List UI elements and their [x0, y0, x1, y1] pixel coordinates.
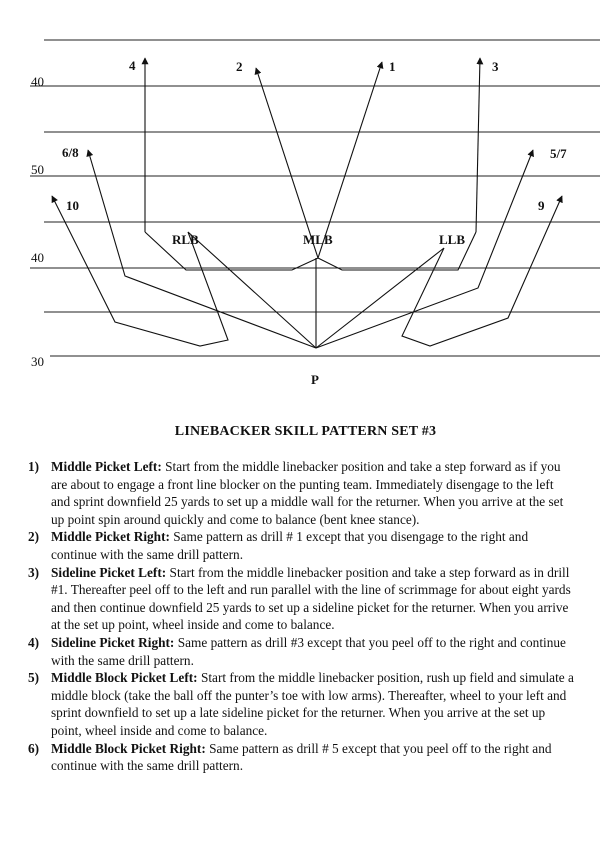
drill-name: Middle Block Picket Left:	[51, 670, 198, 686]
page-title: LINEBACKER SKILL PATTERN SET #3	[174, 424, 437, 439]
yard-marker-50: 50	[31, 162, 44, 177]
route-number-9: 9	[538, 198, 545, 213]
route-number-10: 10	[66, 198, 79, 213]
route-mlb-to-rlb	[145, 232, 318, 270]
yard-lines	[30, 40, 600, 356]
drill-description: Start from the middle linebacker position and take a step forward as in drill #1. Thereafter peel off to the left and run parallel with the line of scrimmage for about eight yards and then continue downfield 25 yards to set up a sideline picket for the returner. When you arrive at the set up point, wheel inside and come to balance.	[51, 564, 571, 633]
drill-number: 3)	[28, 564, 40, 580]
list-item	[28, 634, 576, 669]
drill-number: 6)	[28, 740, 40, 756]
list-item	[28, 740, 576, 775]
route-number-1: 1	[389, 59, 396, 74]
yard-marker-30: 30	[31, 354, 44, 369]
llb-label: LLB	[439, 232, 466, 247]
route-number-4: 4	[129, 58, 136, 73]
drill-number: 4)	[28, 634, 40, 650]
list-item	[28, 458, 576, 528]
drill-name: Middle Picket Left:	[51, 459, 162, 474]
route-6-8	[88, 150, 316, 348]
list-item	[28, 528, 576, 563]
yard-marker-40-top: 40	[31, 74, 44, 89]
route-number-3: 3	[492, 59, 499, 74]
linebacker-pattern-diagram	[0, 0, 611, 400]
drill-description: Same pattern as drill # 1 except that you disengage to the right and continue with the same drill pattern.	[51, 529, 529, 562]
drill-description: Same pattern as drill # 5 except that you peel off to the right and continue with the same drill pattern.	[51, 740, 552, 774]
list-item	[28, 564, 576, 634]
route-9	[316, 196, 562, 348]
route-2	[256, 68, 318, 258]
route-5-7	[316, 150, 533, 348]
drill-name: Middle Picket Right:	[51, 529, 170, 545]
drill-name: Sideline Picket Right:	[51, 634, 175, 650]
drill-list	[28, 458, 576, 775]
drill-number: 1)	[28, 459, 40, 474]
drill-description: Start from the middle linebacker position and take a step forward as if you are about to engage a front line blocker on the punting team. Immediately disengage to the left and sprint downfield 25 yards to set up a middle wall for the returner. When you arrive at the set up point spin around quickly and come to balance (bent knee stance).	[51, 459, 564, 527]
drill-name: Sideline Picket Left:	[51, 564, 167, 580]
route-number-2: 2	[236, 59, 243, 74]
routes	[52, 58, 562, 348]
route-number-5-7: 5/7	[550, 146, 567, 161]
punter-label: P	[311, 372, 319, 387]
drill-name: Middle Block Picket Right:	[51, 740, 206, 756]
drill-number: 2)	[28, 529, 40, 545]
drill-number: 5)	[28, 670, 40, 686]
mlb-label: MLB	[303, 232, 333, 247]
route-10	[52, 196, 316, 348]
drill-description: Start from the middle linebacker position, rush up field and simulate a middle block (take the ball off the punter’s toe with low arms). Thereafter, wheel to your left and sprint downfield to set up a late sideline picket for the returner. When you arrive at the set up point, wheel inside and come to balance.	[51, 670, 574, 738]
route-1	[318, 62, 382, 258]
list-item	[28, 669, 576, 739]
route-number-6-8: 6/8	[62, 145, 79, 160]
rlb-label: RLB	[172, 232, 199, 247]
drill-description: Same pattern as drill #3 except that you peel off to the right and continue with the same drill pattern.	[51, 634, 566, 668]
route-3	[476, 58, 480, 232]
yard-marker-40-bottom: 40	[31, 250, 44, 265]
